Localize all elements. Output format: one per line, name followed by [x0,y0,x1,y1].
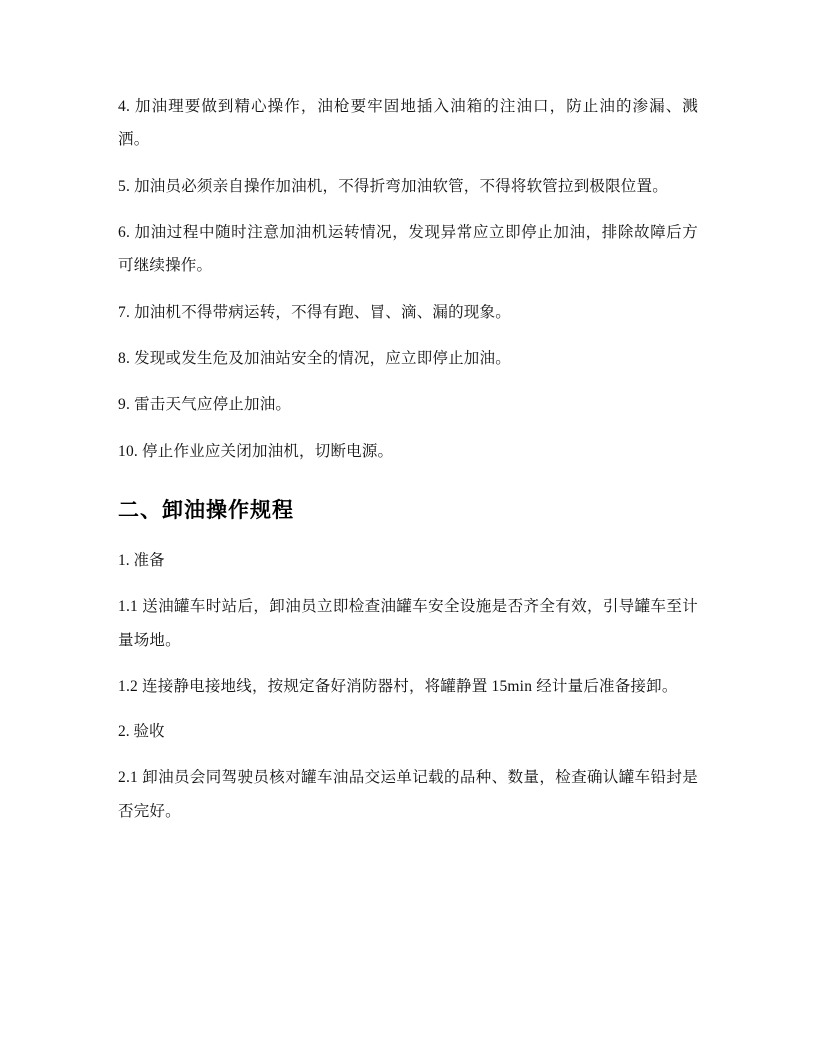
paragraph-item-7: 7. 加油机不得带病运转，不得有跑、冒、滴、漏的现象。 [118,303,511,321]
paragraph-item-8: 8. 发现或发生危及加油站安全的情况，应立即停止加油。 [118,349,511,367]
subheading-acceptance: 2. 验收 [118,723,165,741]
paragraph-item-6: 6. 加油过程中随时注意加油机运转情况，发现异常应立即停止加油，排除故障后方可继续操作。 [118,223,698,275]
paragraph-item-2-1: 2.1 卸油员会同驾驶员核对罐车油品交运单记载的品种、数量，检查确认罐车铅封是否完好。 [118,769,698,820]
section-heading-unloading-procedures: 二、卸油操作规程 [118,497,294,522]
paragraph-item-4: 4. 加油理要做到精心操作，油枪要牢固地插入油箱的注油口，防止油的渗漏、溅洒。 [118,98,698,149]
paragraph-item-10: 10. 停止作业应关闭加油机，切断电源。 [118,442,394,460]
paragraph-item-5: 5. 加油员必须亲自操作加油机，不得折弯加油软管，不得将软管拉到极限位置。 [118,177,668,195]
paragraph-item-1-2: 1.2 连接静电接地线，按规定备好消防器村，将罐静置 15min 经计量后准备接卸。 [118,678,678,696]
subheading-preparation: 1. 准备 [118,552,165,570]
paragraph-item-1-1: 1.1 送油罐车时站后，卸油员立即检查油罐车安全设施是否齐全有效，引导罐车至计量场地。 [118,598,698,649]
paragraph-item-9: 9. 雷击天气应停止加油。 [118,396,292,414]
